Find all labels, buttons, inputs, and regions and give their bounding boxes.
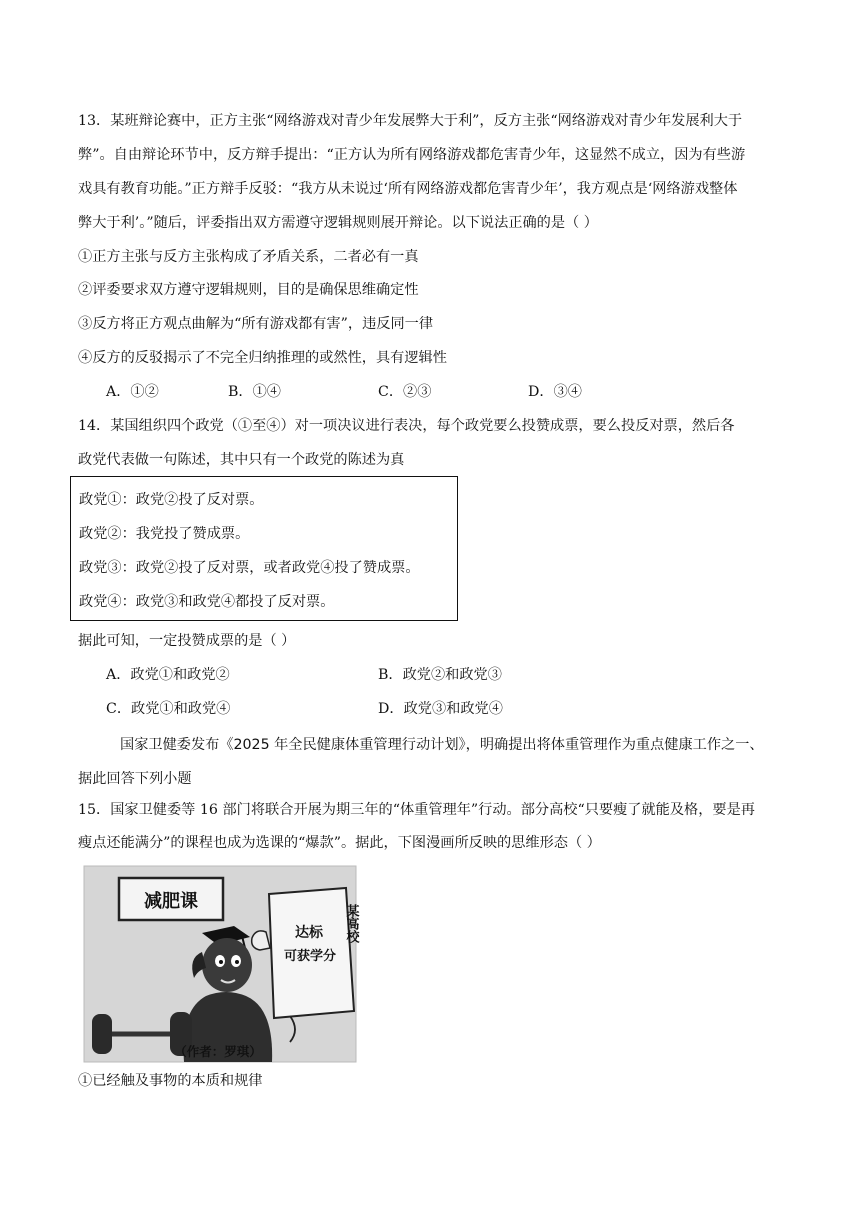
q13-stem-line-1: 13．某班辩论赛中，正方主张“网络游戏对青少年发展弊大于利”，反方主张“网络游戏对青少年发展利大于 xyxy=(78,113,743,129)
q14-stem-line-2: 政党代表做一句陈述，其中只有一个政党的陈述为真 xyxy=(78,452,405,468)
q13-option-a: A．①② xyxy=(106,384,159,400)
q13-statement-4: ④反方的反驳揭示了不完全归纳推理的或然性，具有逻辑性 xyxy=(78,350,447,366)
q14-box-line-2: 政党②：我党投了赞成票。 xyxy=(79,526,250,542)
q14-option-d: D．政党③和政党④ xyxy=(378,701,503,717)
cartoon-sign-line-1: 达标 xyxy=(295,925,323,941)
cartoon-author: （作者：罗琪） xyxy=(174,1044,262,1059)
q14-question: 据此可知，一定投赞成票的是（ ） xyxy=(78,633,296,649)
q13-stem-line-2: 弊”。自由辩论环节中，反方辩手提出：“正方认为所有网络游戏都危害青少年，这显然不成立，因为有些游 xyxy=(78,147,746,163)
q14-option-b: B．政党②和政党③ xyxy=(378,667,502,683)
q14-box-line-4: 政党④：政党③和政党④都投了反对票。 xyxy=(79,594,335,610)
intro-line-1: 国家卫健委发布《2025 年全民健康体重管理行动计划》，明确提出将体重管理作为重点健康工作之一、 xyxy=(120,737,764,753)
q14-option-a: A．政党①和政党② xyxy=(106,667,230,683)
q13-statement-1: ①正方主张与反方主张构成了矛盾关系，二者必有一真 xyxy=(78,249,419,265)
cartoon-illustration xyxy=(84,866,359,1062)
q14-box-line-3: 政党③：政党②投了反对票，或者政党④投了赞成票。 xyxy=(79,560,420,576)
q13-stem-line-4: 弊大于利’。”随后，评委指出双方需遵守逻辑规则展开辩论。以下说法正确的是（ ） xyxy=(78,215,598,231)
q14-option-c: C．政党①和政党④ xyxy=(106,701,231,717)
q15-stem-line-2: 瘦点还能满分”的课程也成为选课的“爆款”。据此，下图漫画所反映的思维形态（ ） xyxy=(78,835,601,851)
q13-option-d: D．③④ xyxy=(528,384,582,400)
q13-statement-2: ②评委要求双方遵守逻辑规则，目的是确保思维确定性 xyxy=(78,282,419,298)
q14-stem-line-1: 14．某国组织四个政党（①至④）对一项决议进行表决，每个政党要么投赞成票，要么投反对票，然后各 xyxy=(78,418,735,434)
q15-stem-line-1: 15．国家卫健委等 16 部门将联合开展为期三年的“体重管理年”行动。部分高校“只要瘦了就能及格，要是再 xyxy=(78,802,755,818)
q15-option-1: ①已经触及事物的本质和规律 xyxy=(78,1073,263,1089)
q13-option-b: B．①④ xyxy=(228,384,281,400)
cartoon-banner-text: 减肥课 xyxy=(144,891,198,912)
q14-box-line-1: 政党①：政党②投了反对票。 xyxy=(79,492,264,508)
intro-line-2: 据此回答下列小题 xyxy=(78,771,192,787)
q13-stem-line-3: 戏具有教育功能。”正方辩手反驳：“我方从未说过‘所有网络游戏都危害青少年’，我方观点是‘网络游戏整体 xyxy=(78,181,738,197)
cartoon-sign-line-2: 可获学分 xyxy=(283,949,337,964)
q13-statement-3: ③反方将正方观点曲解为“所有游戏都有害”，违反同一律 xyxy=(78,316,434,332)
q13-option-c: C．②③ xyxy=(378,384,432,400)
cartoon-school-label: 某高校 xyxy=(343,904,359,943)
q15-cartoon xyxy=(84,866,359,1062)
q14-statement-box xyxy=(70,476,458,621)
